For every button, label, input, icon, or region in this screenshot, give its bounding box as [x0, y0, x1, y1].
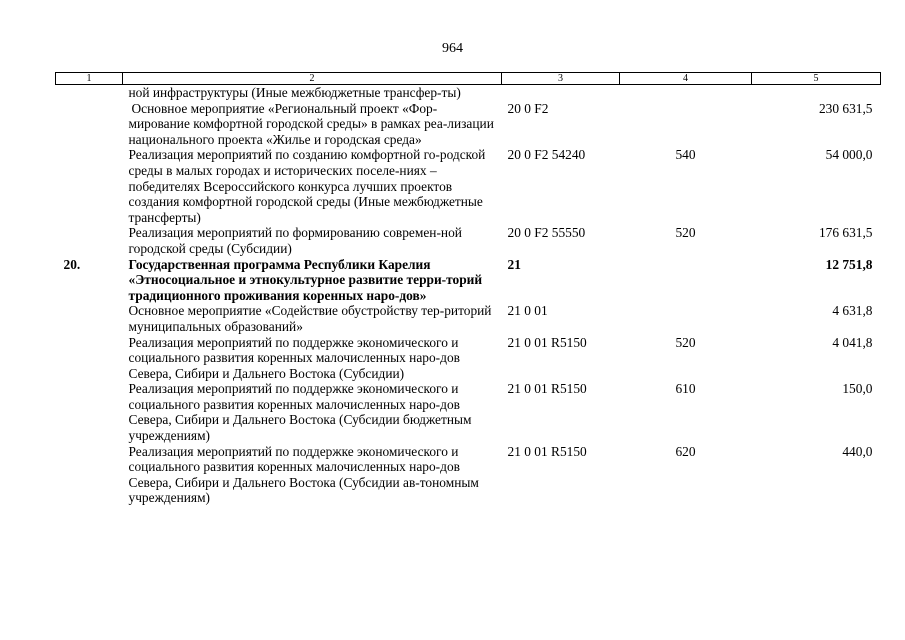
budget-table: [55, 72, 881, 506]
row-number: [56, 303, 123, 334]
row-expense-type: 540: [675, 147, 696, 163]
row-description: Реализация мероприятий по созданию комфортной го-родской среды в малых городах и исторических поселе-ниях – победителях Всероссийского конкурса лучших проектов создания комфортной городской среды (Иные межбюджетные трансферты): [128, 147, 486, 225]
row-number: [56, 225, 123, 256]
header-cell-5: 5: [752, 73, 881, 85]
row-amount: 54 000,0: [825, 147, 873, 163]
table-row: [56, 303, 881, 334]
table-row: [56, 101, 881, 148]
row-amount: 230 631,5: [818, 100, 873, 116]
table-row: [56, 444, 881, 506]
table-row: [56, 147, 881, 225]
row-description: Реализация мероприятий по формированию современ-ной городской среды (Субсидии): [128, 225, 462, 256]
row-expense-type: [620, 85, 752, 101]
row-number: [56, 147, 123, 225]
table-header-row: [56, 73, 881, 85]
row-expense-type: [620, 257, 752, 304]
row-description: Реализация мероприятий по поддержке экономического и социального развития коренных малочисленных наро-дов Севера, Сибири и Дальнего Востока (Субсидии бюджетным учреждениям): [128, 381, 472, 444]
row-code: 20 0 F2 54240: [507, 147, 586, 163]
row-description: Основное мероприятие «Региональный проект «Фор-мирование комфортной городской среды» в рамках реа-лизации национального проекта «Жилье и городская среда»: [128, 100, 494, 147]
row-code: 21: [507, 256, 521, 272]
row-expense-type: 620: [675, 443, 696, 459]
row-expense-type: 520: [675, 225, 696, 241]
row-amount: 150,0: [842, 381, 873, 397]
table-row-program: [56, 257, 881, 304]
row-code: 20 0 F2: [507, 100, 549, 116]
row-description: Государственная программа Республики Карелия «Этносоциальное и этнокультурное развитие терри-торий традиционного проживания коренных наро-дов»: [128, 256, 483, 303]
row-expense-type: [620, 101, 752, 148]
row-number: [56, 444, 123, 506]
row-expense-type: [620, 303, 752, 334]
row-number: 20.: [63, 256, 81, 272]
table-row: [56, 335, 881, 382]
page-number: 964: [442, 41, 463, 56]
row-code: [502, 85, 620, 101]
row-code: 20 0 F2 55550: [507, 225, 586, 241]
row-number: [56, 85, 123, 101]
row-amount: 440,0: [842, 443, 873, 459]
row-number: [56, 335, 123, 382]
header-cell-2: 2: [123, 73, 502, 85]
row-number: [56, 101, 123, 148]
row-description: Реализация мероприятий по поддержке экономического и социального развития коренных малочисленных наро-дов Севера, Сибири и Дальнего Востока (Субсидии ав-тономным учреждениям): [128, 443, 479, 506]
row-amount: 12 751,8: [825, 256, 873, 272]
row-code: 21 0 01 R5150: [507, 334, 587, 350]
row-expense-type: 520: [675, 334, 696, 350]
row-code: 21 0 01 R5150: [507, 443, 587, 459]
row-description: ной инфраструктуры (Иные межбюджетные трансфер-ты): [128, 85, 461, 100]
row-amount: [752, 85, 881, 101]
row-description: Реализация мероприятий по поддержке экономического и социального развития коренных малочисленных наро-дов Севера, Сибири и Дальнего Востока (Субсидии): [128, 334, 460, 381]
row-amount: 4 041,8: [832, 334, 873, 350]
row-code: 21 0 01: [507, 303, 548, 319]
row-amount: 176 631,5: [818, 225, 873, 241]
header-cell-1: 1: [56, 73, 123, 85]
row-amount: 4 631,8: [832, 303, 873, 319]
row-code: 21 0 01 R5150: [507, 381, 587, 397]
row-number: [56, 381, 123, 443]
header-cell-3: 3: [502, 73, 620, 85]
header-cell-4: 4: [620, 73, 752, 85]
row-description: Основное мероприятие «Содействие обустройству тер-риторий муниципальных образований»: [128, 303, 492, 334]
table-row: [56, 225, 881, 256]
table-row: [56, 381, 881, 443]
row-expense-type: 610: [675, 381, 696, 397]
table-row: [56, 85, 881, 101]
